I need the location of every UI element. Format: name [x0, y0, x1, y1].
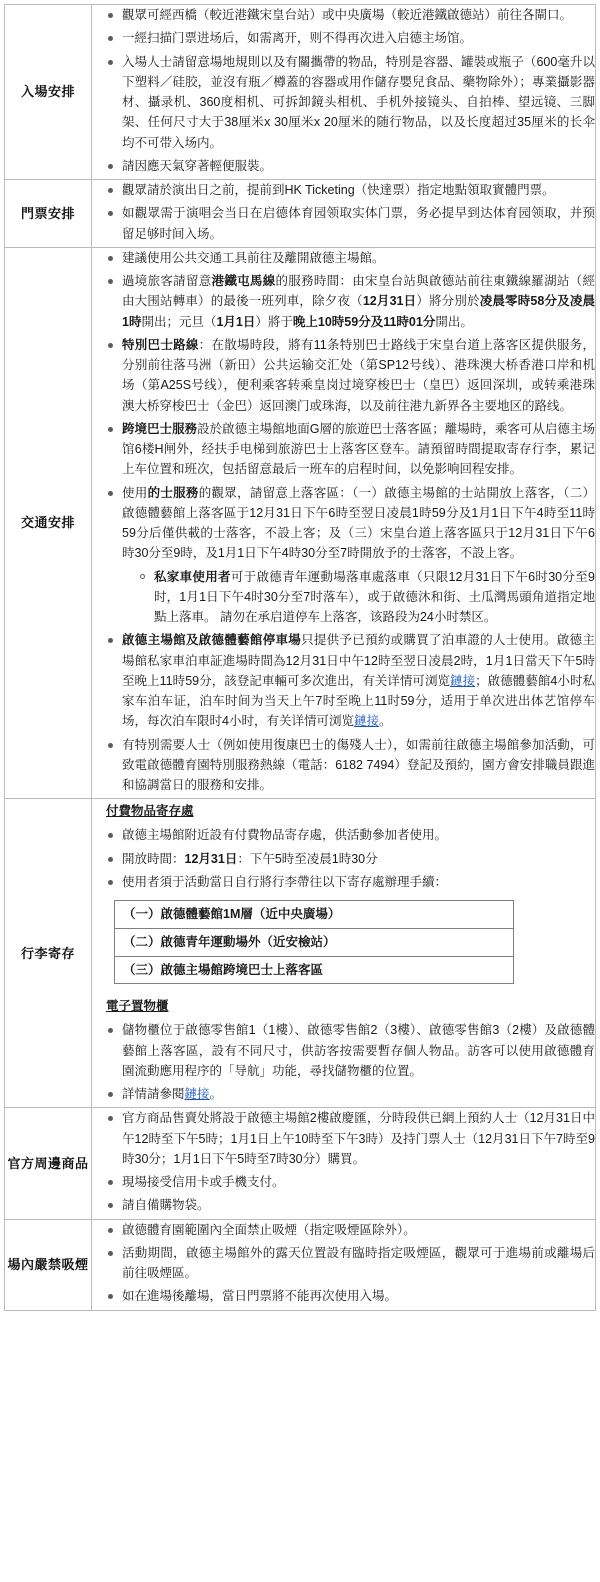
bullet-list: [92, 180, 595, 244]
list-item: 過境旅客請留意港鐵屯馬線的服務時間：由宋皇台站與啟德站前往東鐵線羅湖站（經由大围站轉車）的最後一班列車，除夕夜（12月31日）將分別於凌晨零時58分及凌晨1時開出；元旦（1月1日）將于晚上10時59分及11時01分開出。: [112, 271, 595, 332]
bullet-list: [92, 248, 595, 796]
list-item: 活動期間，啟德主場館外的露天位置設有臨時指定吸煙區，觀眾可于進場前或離場后前往吸煙區。: [112, 1243, 595, 1284]
bullet-list: [92, 1020, 595, 1104]
list-item: 啟德體育園範圍內全面禁止吸煙（指定吸煙區除外）。: [112, 1220, 595, 1240]
row-label-no-smoking: 場內嚴禁吸煙: [5, 1219, 92, 1310]
list-item: 特別巴士路線：在散場時段，將有11条特别巴士路线于宋皇台道上落客区提供服务，分别前往落马洲（新田）公共运输交汇处（第SP12号线）、港珠澳大桥香港口岸和机场（第A25S号线），便利乘客转乘皇岗过境穿梭巴士（皇巴）返回深圳，或转乘港珠澳大桥穿梭巴士（金巴）返回澳门或珠海，以及前往港九新界各主要地区的路线。: [112, 335, 595, 416]
list-item: [112, 483, 595, 628]
row-label-entry-arrangements: 入場安排: [5, 5, 92, 180]
list-item: 使用者須于活動當日自行將行李帶往以下寄存處辦理手續：: [112, 872, 595, 892]
list-item: 入場人士請留意場地規則以及有關攜帶的物品，特別是容器、罐裝或瓶子（600毫升以下塑料／硅胶，並沒有瓶／樽蓋的容器或用作儲存嬰兒食品、藥物除外）；專業攝影器材、攝录机、360度相机、可拆卸鏡头相机、手机外接镜头、自拍棒、望远镜、三脚架、任何尺寸大于38厘米x 30厘米x 20厘米的随行物品，以及长度超过35厘米的长伞均不可带入场内。: [112, 52, 595, 153]
list-item: 開放時間：12月31日：下午5時至凌晨1時30分: [112, 849, 595, 869]
row-content-transport-arrangements: [92, 247, 596, 799]
list-item-text: 使用的士服務的觀眾，請留意上落客區：（一）啟德主場館的士站開放上落客，（二）啟德體藝館上落客區于12月31日下午6時至翌日凌晨1時59分及1月1日下午4時至11時59分后僅供載的士落客，不設上客；及（三）宋皇台道上落客區只于12月31日下午6時30分至9時，及1月1日下午4時30分至7時開放予的士落客，不設上客。: [122, 485, 595, 561]
list-item: 如在進場後離場，當日門票將不能再次使用入場。: [112, 1286, 595, 1306]
list-item: 啟德主場館附近設有付費物品寄存處，供活動參加者使用。: [112, 825, 595, 845]
table-row: [5, 5, 596, 180]
list-item: 請自備購物袋。: [112, 1195, 595, 1215]
table-row: [5, 799, 596, 1108]
table-row: [115, 901, 514, 929]
storage-location-2: （二）啟德青年運動場外（近安檢站）: [115, 928, 514, 956]
bullet-list: [92, 1108, 595, 1215]
bullet-list: [92, 1220, 595, 1307]
row-content-entry-arrangements: [92, 5, 596, 180]
table-row: [5, 1219, 596, 1310]
table-row: [115, 956, 514, 984]
list-item: 官方商品售賣处將設于啟德主場館2樓啟慶匯，分時段供已網上預約人士（12月31日中午12時至下午5時；1月1日上午10時至下午3時）及持门票人士（12月31日下午7時至9時30分；1月1日下午5時至7時30分）購買。: [112, 1108, 595, 1169]
row-content-no-smoking: [92, 1219, 596, 1310]
list-item: 請因應天氣穿著輕便服裝。: [112, 156, 595, 176]
row-label-official-merchandise: 官方周邊商品: [5, 1108, 92, 1219]
list-item: 觀眾可經西橋（較近港鐵宋皇台站）或中央廣場（較近港鐵啟德站）前往各閘口。: [112, 5, 595, 25]
row-content-ticket-arrangements: [92, 180, 596, 248]
list-item: 一經扫描门票进场后，如需离开，则不得再次进入启德主场馆。: [112, 28, 595, 48]
list-item: 建議使用公共交通工具前往及離開啟德主場館。: [112, 248, 595, 268]
table-row: [5, 180, 596, 248]
sub-list-item: 私家車使用者可于啟德青年運動場落車處落車（只限12月31日下午6时30分至9时，1月1日下午4时30分至7时落车），或于啟德沐和街、土瓜灣馬頭角道指定地點上落車。 請勿在承启道停车上落客，该路段为24小时禁区。: [144, 567, 595, 628]
list-item: 啟德主場館及啟德體藝館停車場只提供予已預約或購買了泊車證的人士使用。啟德主場館私家車泊車証進場時間為12月31日中午12時至翌日凌晨2時，1月1日當天下午5時至晚上11時59分，該登記車輛可多次進出，有关详情可浏览鏈接；啟德體藝館4小时私家车泊车证，泊车时间为当天上午7时至晚上11时59分，适用于单次进出体艺馆停车场，每次泊车限时4小时，有关详情可浏览鏈接。: [112, 630, 595, 731]
list-item: 如觀眾需于演唱会当日在启德体育园领取实体门票，务必提早到达体育园领取，并预留足够时间入场。: [112, 203, 595, 244]
storage-locations-table: [114, 900, 514, 984]
table-row: [5, 247, 596, 799]
storage-location-3: （三）啟德主場館跨境巴士上落客區: [115, 956, 514, 984]
row-label-luggage-storage: 行李寄存: [5, 799, 92, 1108]
storage-location-1: （一）啟德體藝館1M層（近中央廣場）: [115, 901, 514, 929]
subsection-heading-paid-storage: 付費物品寄存處: [106, 804, 194, 819]
table-row: [115, 928, 514, 956]
bullet-list: [92, 825, 595, 892]
list-item: 觀眾請於演出日之前，提前到HK Ticketing（快達票）指定地點領取實體門票。: [112, 180, 595, 200]
bullet-list: [92, 5, 595, 176]
list-item: 現場接受信用卡或手機支付。: [112, 1172, 595, 1192]
list-item: 詳情請參閱鏈接。: [112, 1084, 595, 1104]
list-item: 儲物櫃位于啟德零售館1（1樓）、啟德零售館2（3樓）、啟德零售館3（2樓）及啟德體藝館上落客區，設有不同尺寸，供訪客按需要暫存個人物品。訪客可以使用啟德體育園流動應用程序的「导航」功能，尋找儲物櫃的位置。: [112, 1020, 595, 1081]
row-label-transport-arrangements: 交通安排: [5, 247, 92, 799]
row-label-ticket-arrangements: 門票安排: [5, 180, 92, 248]
table-row: [5, 1108, 596, 1219]
row-content-official-merchandise: [92, 1108, 596, 1219]
row-content-luggage-storage: [92, 799, 596, 1108]
subsection-heading-e-lockers: 電子置物櫃: [106, 999, 169, 1014]
event-info-table: [4, 4, 596, 1311]
list-item: 有特別需要人士（例如使用復康巴士的傷殘人士），如需前往啟德主場館參加活動，可致電啟德體育園特別服務熱線（電話：6182 7494）登記及預約，園方會安排職員跟進和協調當日的服務和安排。: [112, 735, 595, 796]
sub-bullet-list: [122, 567, 595, 628]
list-item: 跨境巴士服務設於啟德主場館地面G層的旅遊巴士落客區；離場時，乘客可从启德主场馆6楼H闸外，经扶手电梯到旅游巴士上落客区登车。請預留時間提取寄存行李，累记上车位置和班次，包括留意最后一班车的启程时间，以免影响回程安排。: [112, 419, 595, 480]
